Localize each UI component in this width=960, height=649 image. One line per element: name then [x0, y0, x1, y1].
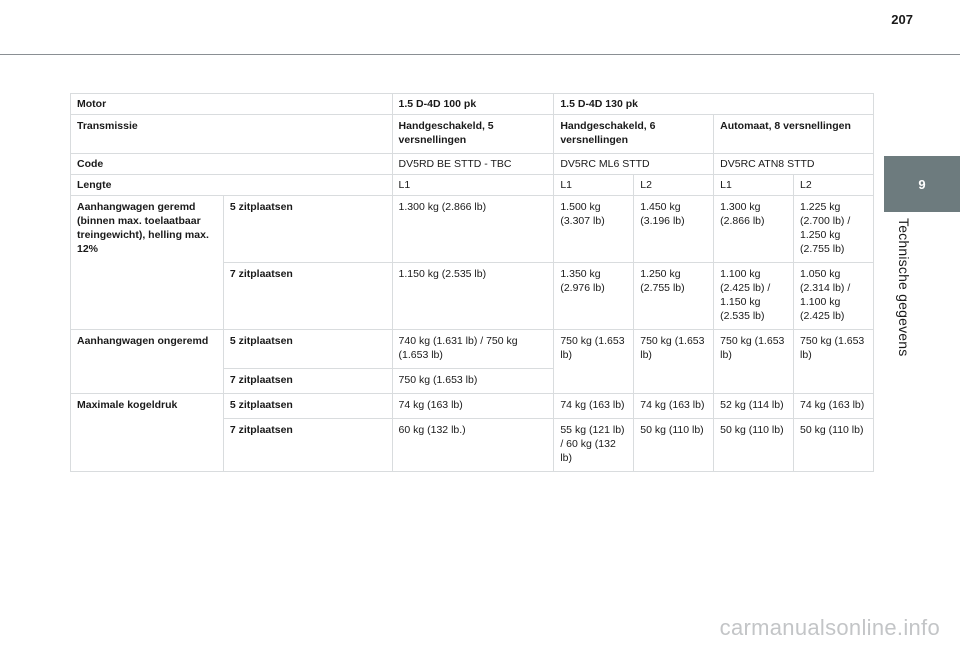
table-row-motor	[71, 94, 874, 115]
page-number: 207	[891, 12, 913, 27]
seats-label: 7 zitplaatsen	[223, 369, 392, 394]
transmission-3: Automaat, 8 versnellingen	[714, 115, 874, 154]
table-cell: 1.150 kg (2.535 lb)	[392, 263, 554, 330]
table-cell: 60 kg (132 lb.)	[392, 419, 554, 472]
seats-label: 7 zitplaatsen	[223, 263, 392, 330]
table-cell: 750 kg (1.653 lb)	[554, 330, 634, 394]
table-cell: 750 kg (1.653 lb)	[794, 330, 874, 394]
table-cell: 750 kg (1.653 lb)	[634, 330, 714, 394]
chapter-number: 9	[918, 176, 926, 192]
engine-130: 1.5 D-4D 130 pk	[554, 94, 874, 115]
table-cell: 1.250 kg (2.755 lb)	[634, 263, 714, 330]
table-cell: 74 kg (163 lb)	[634, 394, 714, 419]
table-cell: 740 kg (1.631 lb) / 750 kg (1.653 lb)	[392, 330, 554, 369]
length-value: L1	[392, 175, 554, 196]
seats-label: 5 zitplaatsen	[223, 196, 392, 263]
watermark-text: carmanualsonline.info	[719, 615, 940, 640]
seats-label: 7 zitplaatsen	[223, 419, 392, 472]
row-label-code: Code	[71, 154, 393, 175]
chapter-tab[interactable]	[884, 156, 960, 212]
table-row-geremd-5	[71, 196, 874, 263]
engine-100: 1.5 D-4D 100 pk	[392, 94, 554, 115]
table-cell: 1.100 kg (2.425 lb) / 1.150 kg (2.535 lb)	[714, 263, 794, 330]
table-row-lengte	[71, 175, 874, 196]
table-cell: 1.300 kg (2.866 lb)	[714, 196, 794, 263]
table-cell: 50 kg (110 lb)	[794, 419, 874, 472]
chapter-title: Technische gegevens	[896, 218, 912, 357]
row-label-ongeremd: Aanhangwagen ongeremd	[71, 330, 224, 394]
table-cell: 1.450 kg (3.196 lb)	[634, 196, 714, 263]
table-cell: 74 kg (163 lb)	[794, 394, 874, 419]
table-cell: 74 kg (163 lb)	[554, 394, 634, 419]
seats-label: 5 zitplaatsen	[223, 330, 392, 369]
table-cell: 1.225 kg (2.700 lb) / 1.250 kg (2.755 lb)	[794, 196, 874, 263]
row-label-kogeldruk: Maximale kogeldruk	[71, 394, 224, 472]
length-value: L1	[554, 175, 634, 196]
table-row-transmissie	[71, 115, 874, 154]
table-cell: 55 kg (121 lb) / 60 kg (132 lb)	[554, 419, 634, 472]
table-cell: 750 kg (1.653 lb)	[714, 330, 794, 394]
table-row-code	[71, 154, 874, 175]
table-cell: 50 kg (110 lb)	[714, 419, 794, 472]
table-cell: 1.050 kg (2.314 lb) / 1.100 kg (2.425 lb)	[794, 263, 874, 330]
table-cell: 1.300 kg (2.866 lb)	[392, 196, 554, 263]
transmission-1: Handgeschakeld, 5 versnellingen	[392, 115, 554, 154]
table-cell: 74 kg (163 lb)	[392, 394, 554, 419]
length-value: L2	[634, 175, 714, 196]
table-cell: 1.350 kg (2.976 lb)	[554, 263, 634, 330]
row-label-geremd: Aanhangwagen geremd (binnen max. toelaatbaar treingewicht), helling max. 12%	[71, 196, 224, 330]
transmission-2: Handgeschakeld, 6 versnellingen	[554, 115, 714, 154]
row-label-transmissie: Transmissie	[71, 115, 393, 154]
table-cell: 1.500 kg (3.307 lb)	[554, 196, 634, 263]
code-2: DV5RC ML6 STTD	[554, 154, 714, 175]
row-label-motor: Motor	[71, 94, 393, 115]
specifications-table	[70, 93, 874, 472]
table-row-kogeldruk-5	[71, 394, 874, 419]
header-divider	[0, 54, 960, 55]
table-row-ongeremd-5	[71, 330, 874, 369]
code-1: DV5RD BE STTD - TBC	[392, 154, 554, 175]
table-cell: 750 kg (1.653 lb)	[392, 369, 554, 394]
table-cell: 52 kg (114 lb)	[714, 394, 794, 419]
length-value: L1	[714, 175, 794, 196]
length-value: L2	[794, 175, 874, 196]
row-label-lengte: Lengte	[71, 175, 393, 196]
seats-label: 5 zitplaatsen	[223, 394, 392, 419]
table-cell: 50 kg (110 lb)	[634, 419, 714, 472]
code-3: DV5RC ATN8 STTD	[714, 154, 874, 175]
